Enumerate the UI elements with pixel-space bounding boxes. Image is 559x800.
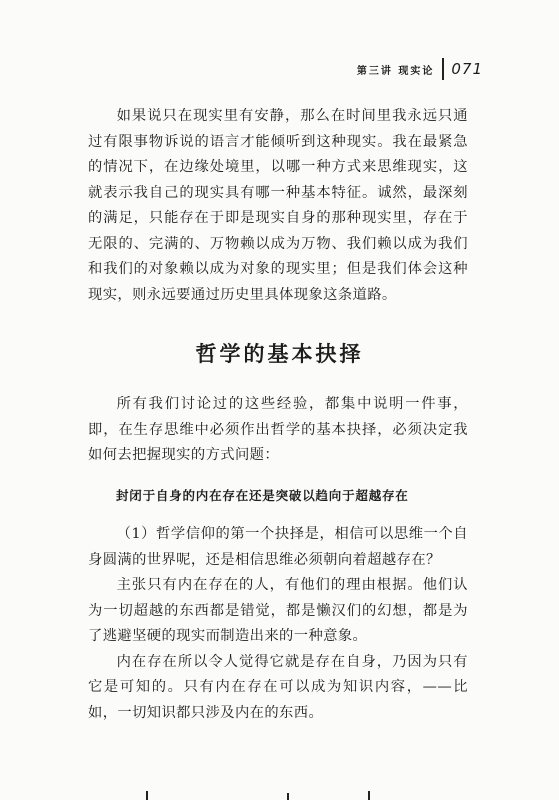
scan-mark <box>287 793 289 800</box>
scan-edge-marks <box>0 790 559 800</box>
subheading: 封闭于自身的内在存在还是突破以趋向于超越存在 <box>116 488 409 503</box>
opening-text <box>88 104 468 308</box>
paragraph: 内在存在所以令人觉得它就是存在自身，乃因为只有它是可知的。只有内在存在可以成为知识内容，——比如，一切知识都只涉及内在的东西。 <box>88 653 468 721</box>
paragraph: （1）哲学信仰的第一个抉择是，相信可以思维一个自身圆满的世界呢，还是相信思维必须朝向着超越存在？ <box>88 526 468 568</box>
scan-mark <box>146 791 148 800</box>
section-title: 哲学的基本抉择 <box>195 342 364 366</box>
section-body <box>88 522 468 726</box>
header-divider <box>442 58 444 80</box>
chapter-title: 第三讲 现实论 <box>356 65 435 77</box>
running-header <box>357 58 483 80</box>
paragraph: 主张只有内在存在的人，有他们的理由根据。他们认为一切超越的东西都是错觉，都是懒汉们的幻想，都是为了逃避坚硬的现实而制造出来的一种意象。 <box>88 577 468 644</box>
paragraph: 所有我们讨论过的这些经验，都集中说明一件事，即，在生存思维中必须作出哲学的基本抉择，必须决定我如何去把握现实的方式问题： <box>88 396 468 463</box>
page-number: 071 <box>451 60 483 78</box>
scan-mark <box>368 791 370 800</box>
paragraph: 如果说只在现实里有安静，那么在时间里我永远只通过有限事物诉说的语言才能倾听到这种现实。我在最紧急的情况下，在边缘处境里，以哪一种方式来思维现实，这就表示我自己的现实具有哪一种基本特征。诚然，最深刻的满足，只能存在于即是现实自身的那种现实里，存在于无限的、完满的、万物赖以成为万物、我们赖以成为我们和我们的对象赖以成为对象的现实里；但是我们体会这种现实，则永远要通过历史里具体现象这条道路。 <box>88 108 468 303</box>
section-intro <box>88 392 468 469</box>
